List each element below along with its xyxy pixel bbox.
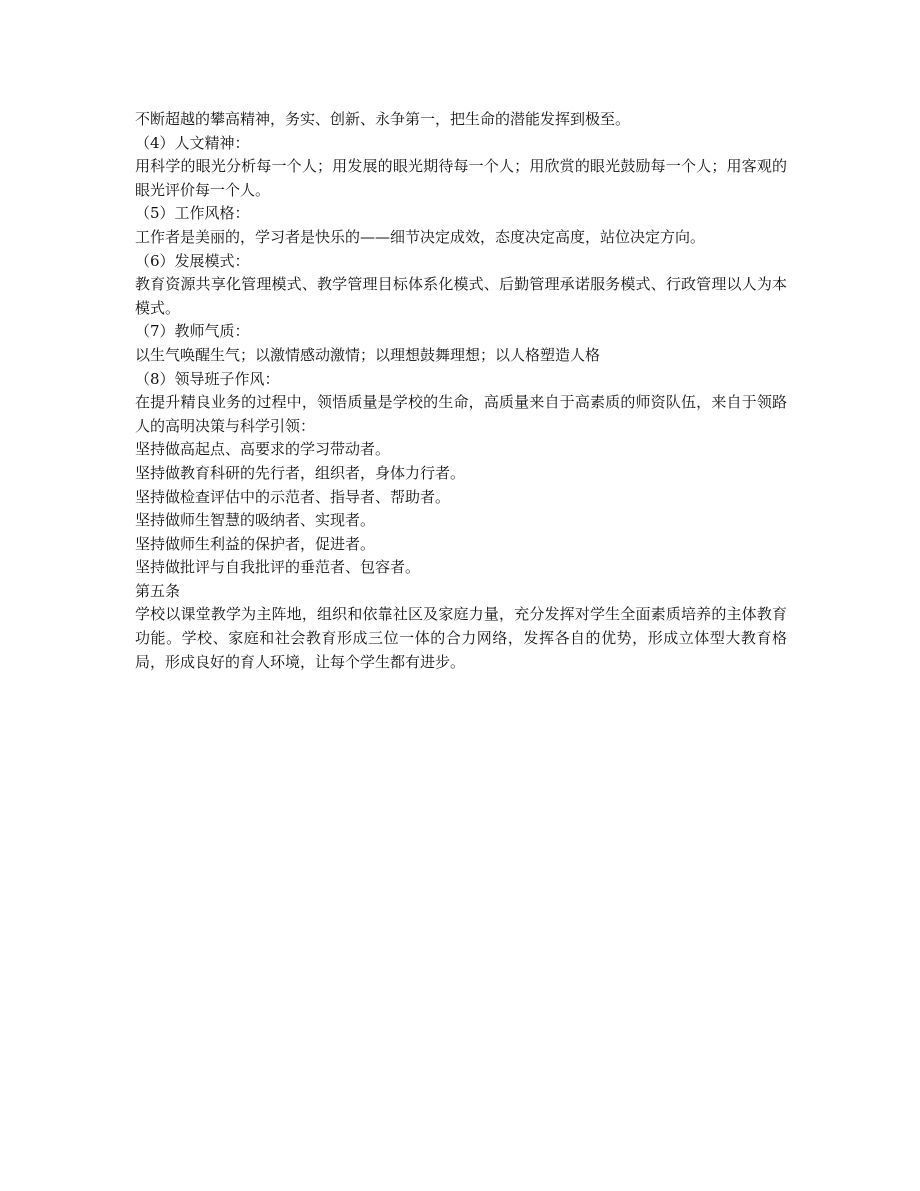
para-article-five: 学校以课堂教学为主阵地，组织和依靠社区及家庭力量，充分发挥对学生全面素质培养的主体教育功能。学校、家庭和社会教育形成三位一体的合力网络，发挥各自的优势，形成立体型大教育格局，形成良好的育人环境，让每个学生都有进步。 — [135, 605, 787, 671]
para-leadership-item-5: 坚持做师生利益的保护者，促进者。 — [135, 534, 376, 553]
para-humanistic-spirit: 用科学的眼光分析每一个人；用发展的眼光期待每一个人；用欣赏的眼光鼓励每一个人；用客观的眼光评价每一个人。 — [135, 157, 787, 199]
heading-leadership-style: （8）领导班子作风： — [135, 369, 280, 388]
para-teacher-temperament: 以生气唤醒生气；以激情感动激情；以理想鼓舞理想；以人格塑造人格 — [135, 345, 601, 364]
para-leadership-item-1: 坚持做高起点、高要求的学习带动者。 — [135, 440, 391, 459]
document-page — [135, 108, 787, 674]
para-leadership-intro: 在提升精良业务的过程中，领悟质量是学校的生命，高质量来自于高素质的师资队伍，来自于领路人的高明决策与科学引领： — [135, 393, 787, 435]
line-spirit-continued: 不断超越的攀高精神，务实、创新、永争第一，把生命的潜能发挥到极至。 — [135, 110, 631, 128]
para-leadership-item-6: 坚持做批评与自我批评的垂范者、包容者。 — [135, 558, 421, 577]
heading-work-style: （5）工作风格： — [135, 204, 250, 223]
para-work-style: 工作者是美丽的，学习者是快乐的——细节决定成效，态度决定高度，站位决定方向。 — [135, 227, 706, 246]
heading-development-mode: （6）发展模式： — [135, 251, 250, 270]
para-leadership-item-3: 坚持做检查评估中的示范者、指导者、帮助者。 — [135, 487, 451, 506]
heading-humanistic-spirit: （4）人文精神： — [135, 133, 250, 152]
para-leadership-item-4: 坚持做师生智慧的吸纳者、实现者。 — [135, 511, 376, 530]
para-leadership-item-2: 坚持做教育科研的先行者，组织者，身体力行者。 — [135, 463, 466, 482]
para-development-mode: 教育资源共享化管理模式、教学管理目标体系化模式、后勤管理承诺服务模式、行政管理以人为本模式。 — [135, 275, 787, 317]
heading-article-five: 第五条 — [135, 581, 181, 600]
heading-teacher-temperament: （7）教师气质： — [135, 322, 250, 341]
